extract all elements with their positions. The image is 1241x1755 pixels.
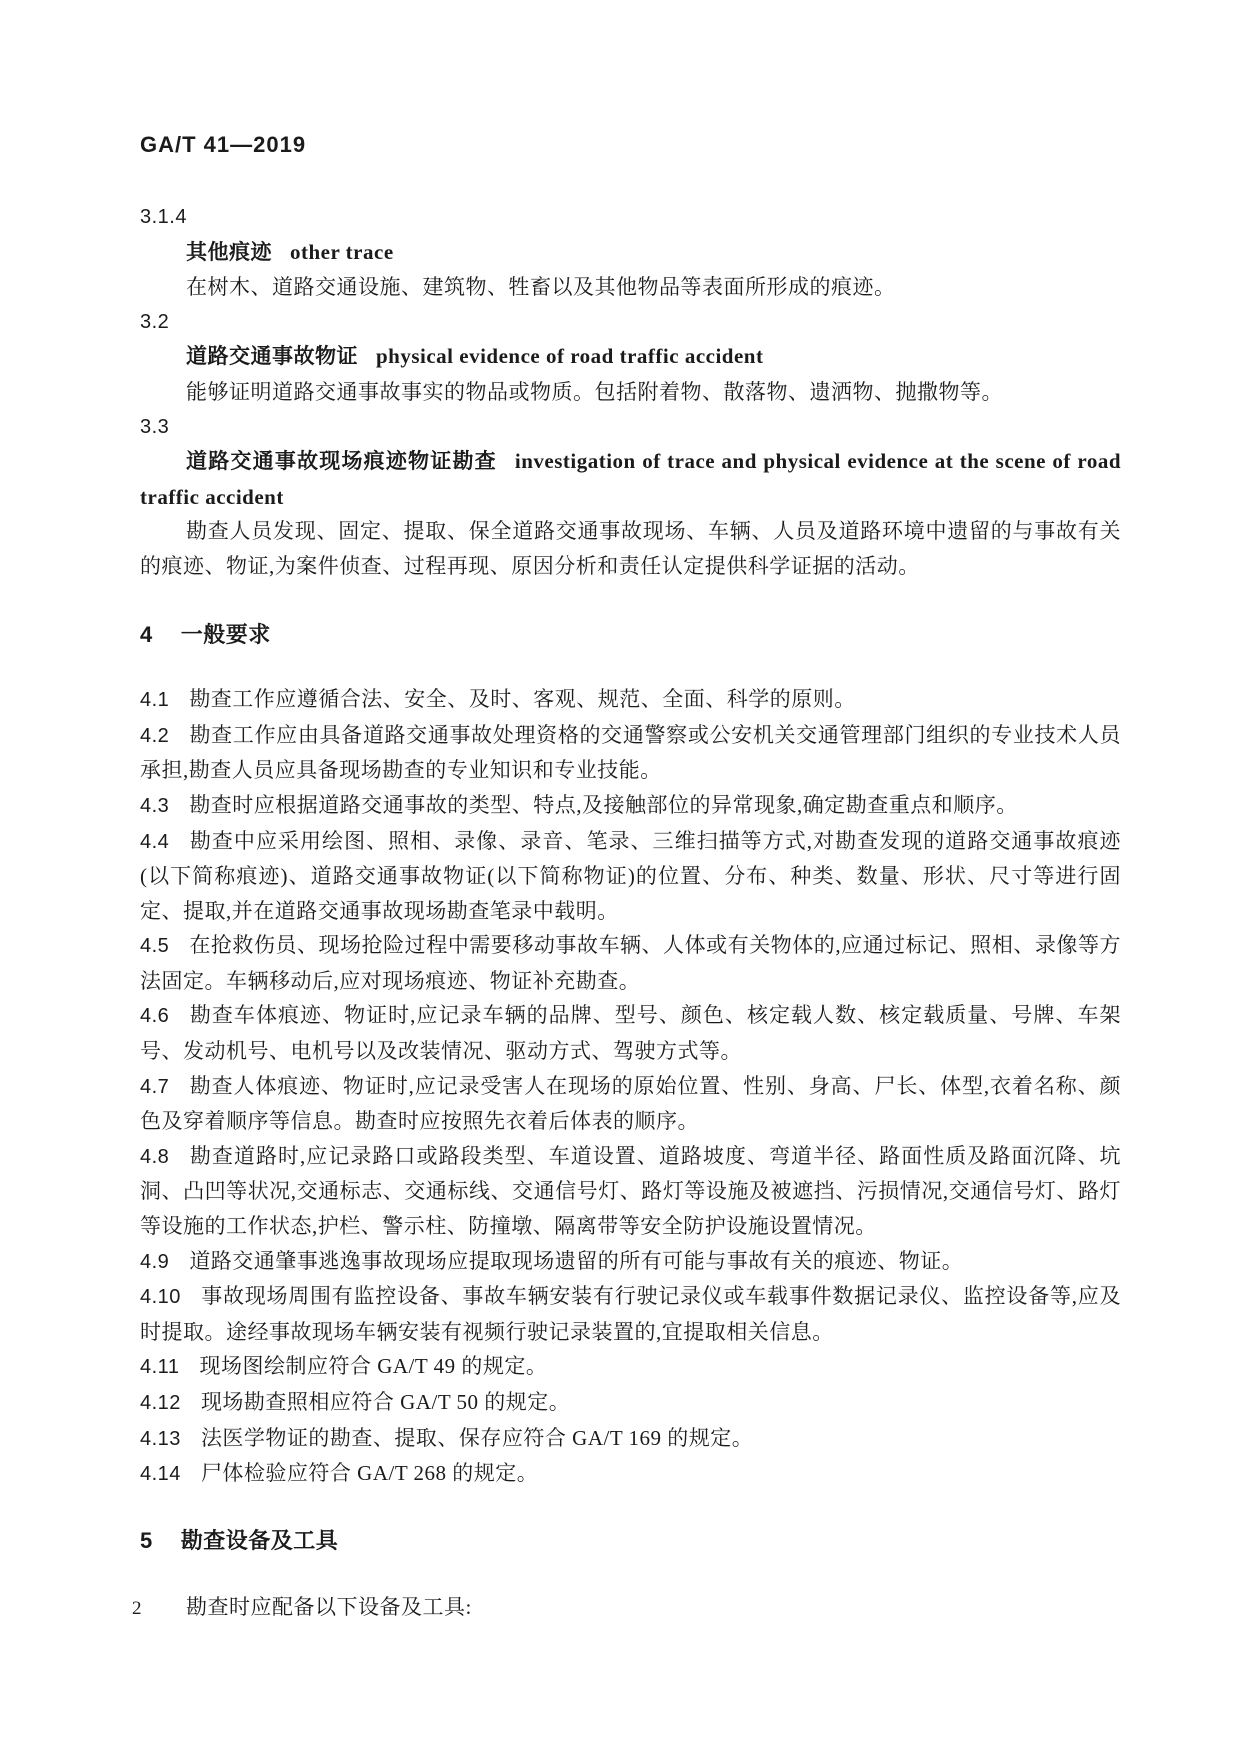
term-zh: 道路交通事故物证: [186, 345, 358, 369]
section-5-intro: 勘查时应配备以下设备及工具:: [186, 1595, 472, 1620]
term-line: [140, 339, 1121, 375]
clause-number: 4.6: [140, 1005, 170, 1028]
term-number: 3.2: [140, 310, 170, 333]
clause-number: 4.1: [140, 689, 170, 712]
clause-text: 勘查道路时,应记录路口或路段类型、车道设置、道路坡度、弯道半径、路面性质及路面沉降、坑洞、凸凹等状况,交通标志、交通标线、交通信号灯、路灯等设施及被遮挡、污损情况,交通信号灯、路灯等设施的工作状态,护栏、警示柱、防撞墩、隔离带等安全防护设施设置情况。: [140, 1143, 1121, 1239]
term-definition: 能够证明道路交通事故事实的物品或物质。包括附着物、散落物、遗洒物、抛撒物等。: [186, 379, 1003, 404]
clause-text: 法医学物证的勘查、提取、保存应符合 GA/T 169 的规定。: [200, 1425, 754, 1450]
page-number: 2: [132, 1598, 142, 1619]
clause-text: 勘查工作应由具备道路交通事故处理资格的交通警察或公安机关交通管理部门组织的专业技术人员承担,勘查人员应具备现场勘查的专业知识和专业技能。: [140, 722, 1121, 783]
clause-text: 勘查工作应遵循合法、安全、及时、客观、规范、全面、科学的原则。: [189, 687, 856, 712]
section-title: 勘查设备及工具: [180, 1527, 339, 1553]
clause-number: 4.13: [140, 1427, 181, 1450]
clause-4-14: [140, 1456, 1121, 1492]
term-line: [140, 444, 1121, 514]
section-heading-4: [140, 618, 1121, 653]
term-en: physical evidence of road traffic accident: [376, 344, 764, 369]
clause-number: 4.4: [140, 830, 170, 853]
term-definition: 勘查人员发现、固定、提取、保全道路交通事故现场、车辆、人员及道路环境中遗留的与事故有关的痕迹、物证,为案件侦查、过程再现、原因分析和责任认定提供科学证据的活动。: [140, 519, 1121, 578]
clause-text: 在抢救伤员、现场抢险过程中需要移动事故车辆、人体或有关物体的,应通过标记、照相、录像等方法固定。车辆移动后,应对现场痕迹、物证补充勘查。: [140, 933, 1121, 993]
term-en: investigation of trace and physical evidence at the scene of road traffic accident: [140, 449, 1122, 509]
clause-4-9: [140, 1244, 1121, 1280]
clause-4-7: [140, 1069, 1121, 1139]
clause-text: 勘查中应采用绘图、照相、录像、录音、笔录、三维扫描等方式,对勘查发现的道路交通事故痕迹(以下简称痕迹)、道路交通事故物证(以下简称物证)的位置、分布、种类、数量、形状、尺寸等进行固定、提取,并在道路交通事故现场勘查笔录中载明。: [140, 828, 1121, 923]
term-zh: 其他痕迹: [186, 240, 272, 264]
section-heading-5: [140, 1524, 1121, 1559]
clause-number: 4.14: [140, 1463, 181, 1486]
clause-4-8: [140, 1139, 1121, 1244]
clause-text: 现场图绘制应符合 GA/T 49 的规定。: [199, 1354, 548, 1379]
clause-4-12: [140, 1385, 1121, 1421]
clause-4-4: [140, 824, 1121, 929]
clause-text: 勘查人体痕迹、物证时,应记录受害人在现场的原始位置、性别、身高、尸长、体型,衣着名称、颜色及穿着顺序等信息。勘查时应按照先衣着后体表的顺序。: [140, 1073, 1121, 1134]
clause-text: 勘查时应根据道路交通事故的类型、特点,及接触部位的异常现象,确定勘查重点和顺序。: [189, 792, 1018, 817]
term-number: 3.3: [140, 415, 170, 438]
clause-text: 现场勘查照相应符合 GA/T 50 的规定。: [200, 1390, 571, 1414]
clause-number: 4.10: [140, 1286, 181, 1309]
term-en: other trace: [290, 239, 394, 264]
term-zh: 道路交通事故现场痕迹物证勘查: [186, 450, 497, 474]
clause-number: 4.7: [140, 1075, 170, 1098]
clause-number: 4.12: [140, 1392, 181, 1414]
clause-text: 尸体检验应符合 GA/T 268 的规定。: [200, 1461, 539, 1486]
section-title: 一般要求: [180, 621, 271, 647]
clause-4-6: [140, 998, 1121, 1068]
section-number: 5: [140, 1527, 153, 1553]
term-number: 3.1.4: [140, 206, 187, 228]
running-header: GA/T 41—2019: [140, 132, 307, 157]
clause-4-5: [140, 928, 1121, 998]
section-number: 4: [140, 621, 153, 647]
clause-4-13: [140, 1421, 1121, 1457]
clause-number: 4.3: [140, 794, 170, 817]
clause-4-1: [140, 682, 1121, 718]
clause-number: 4.9: [140, 1250, 170, 1273]
clause-number: 4.11: [140, 1356, 180, 1379]
clause-text: 道路交通肇事逃逸事故现场应提取现场遗留的所有可能与事故有关的痕迹、物证。: [189, 1248, 964, 1273]
clause-4-10: [140, 1279, 1121, 1349]
term-line: [140, 235, 1121, 271]
clause-4-3: [140, 788, 1121, 824]
clause-4-2: [140, 718, 1121, 788]
clause-number: 4.5: [140, 935, 170, 958]
clause-number: 4.2: [140, 724, 170, 747]
clause-4-11: [140, 1349, 1121, 1385]
clause-text: 事故现场周围有监控设备、事故车辆安装有行驶记录仪或车载事件数据记录仪、监控设备等,应及时提取。途经事故现场车辆安装有视频行驶记录装置的,宜提取相关信息。: [140, 1284, 1121, 1344]
term-definition: 在树木、道路交通设施、建筑物、牲畜以及其他物品等表面所形成的痕迹。: [186, 275, 896, 300]
clause-number: 4.8: [140, 1145, 170, 1168]
clause-text: 勘查车体痕迹、物证时,应记录车辆的品牌、型号、颜色、核定载人数、核定载质量、号牌、车架号、发动机号、电机号以及改装情况、驱动方式、驾驶方式等。: [140, 1003, 1121, 1064]
